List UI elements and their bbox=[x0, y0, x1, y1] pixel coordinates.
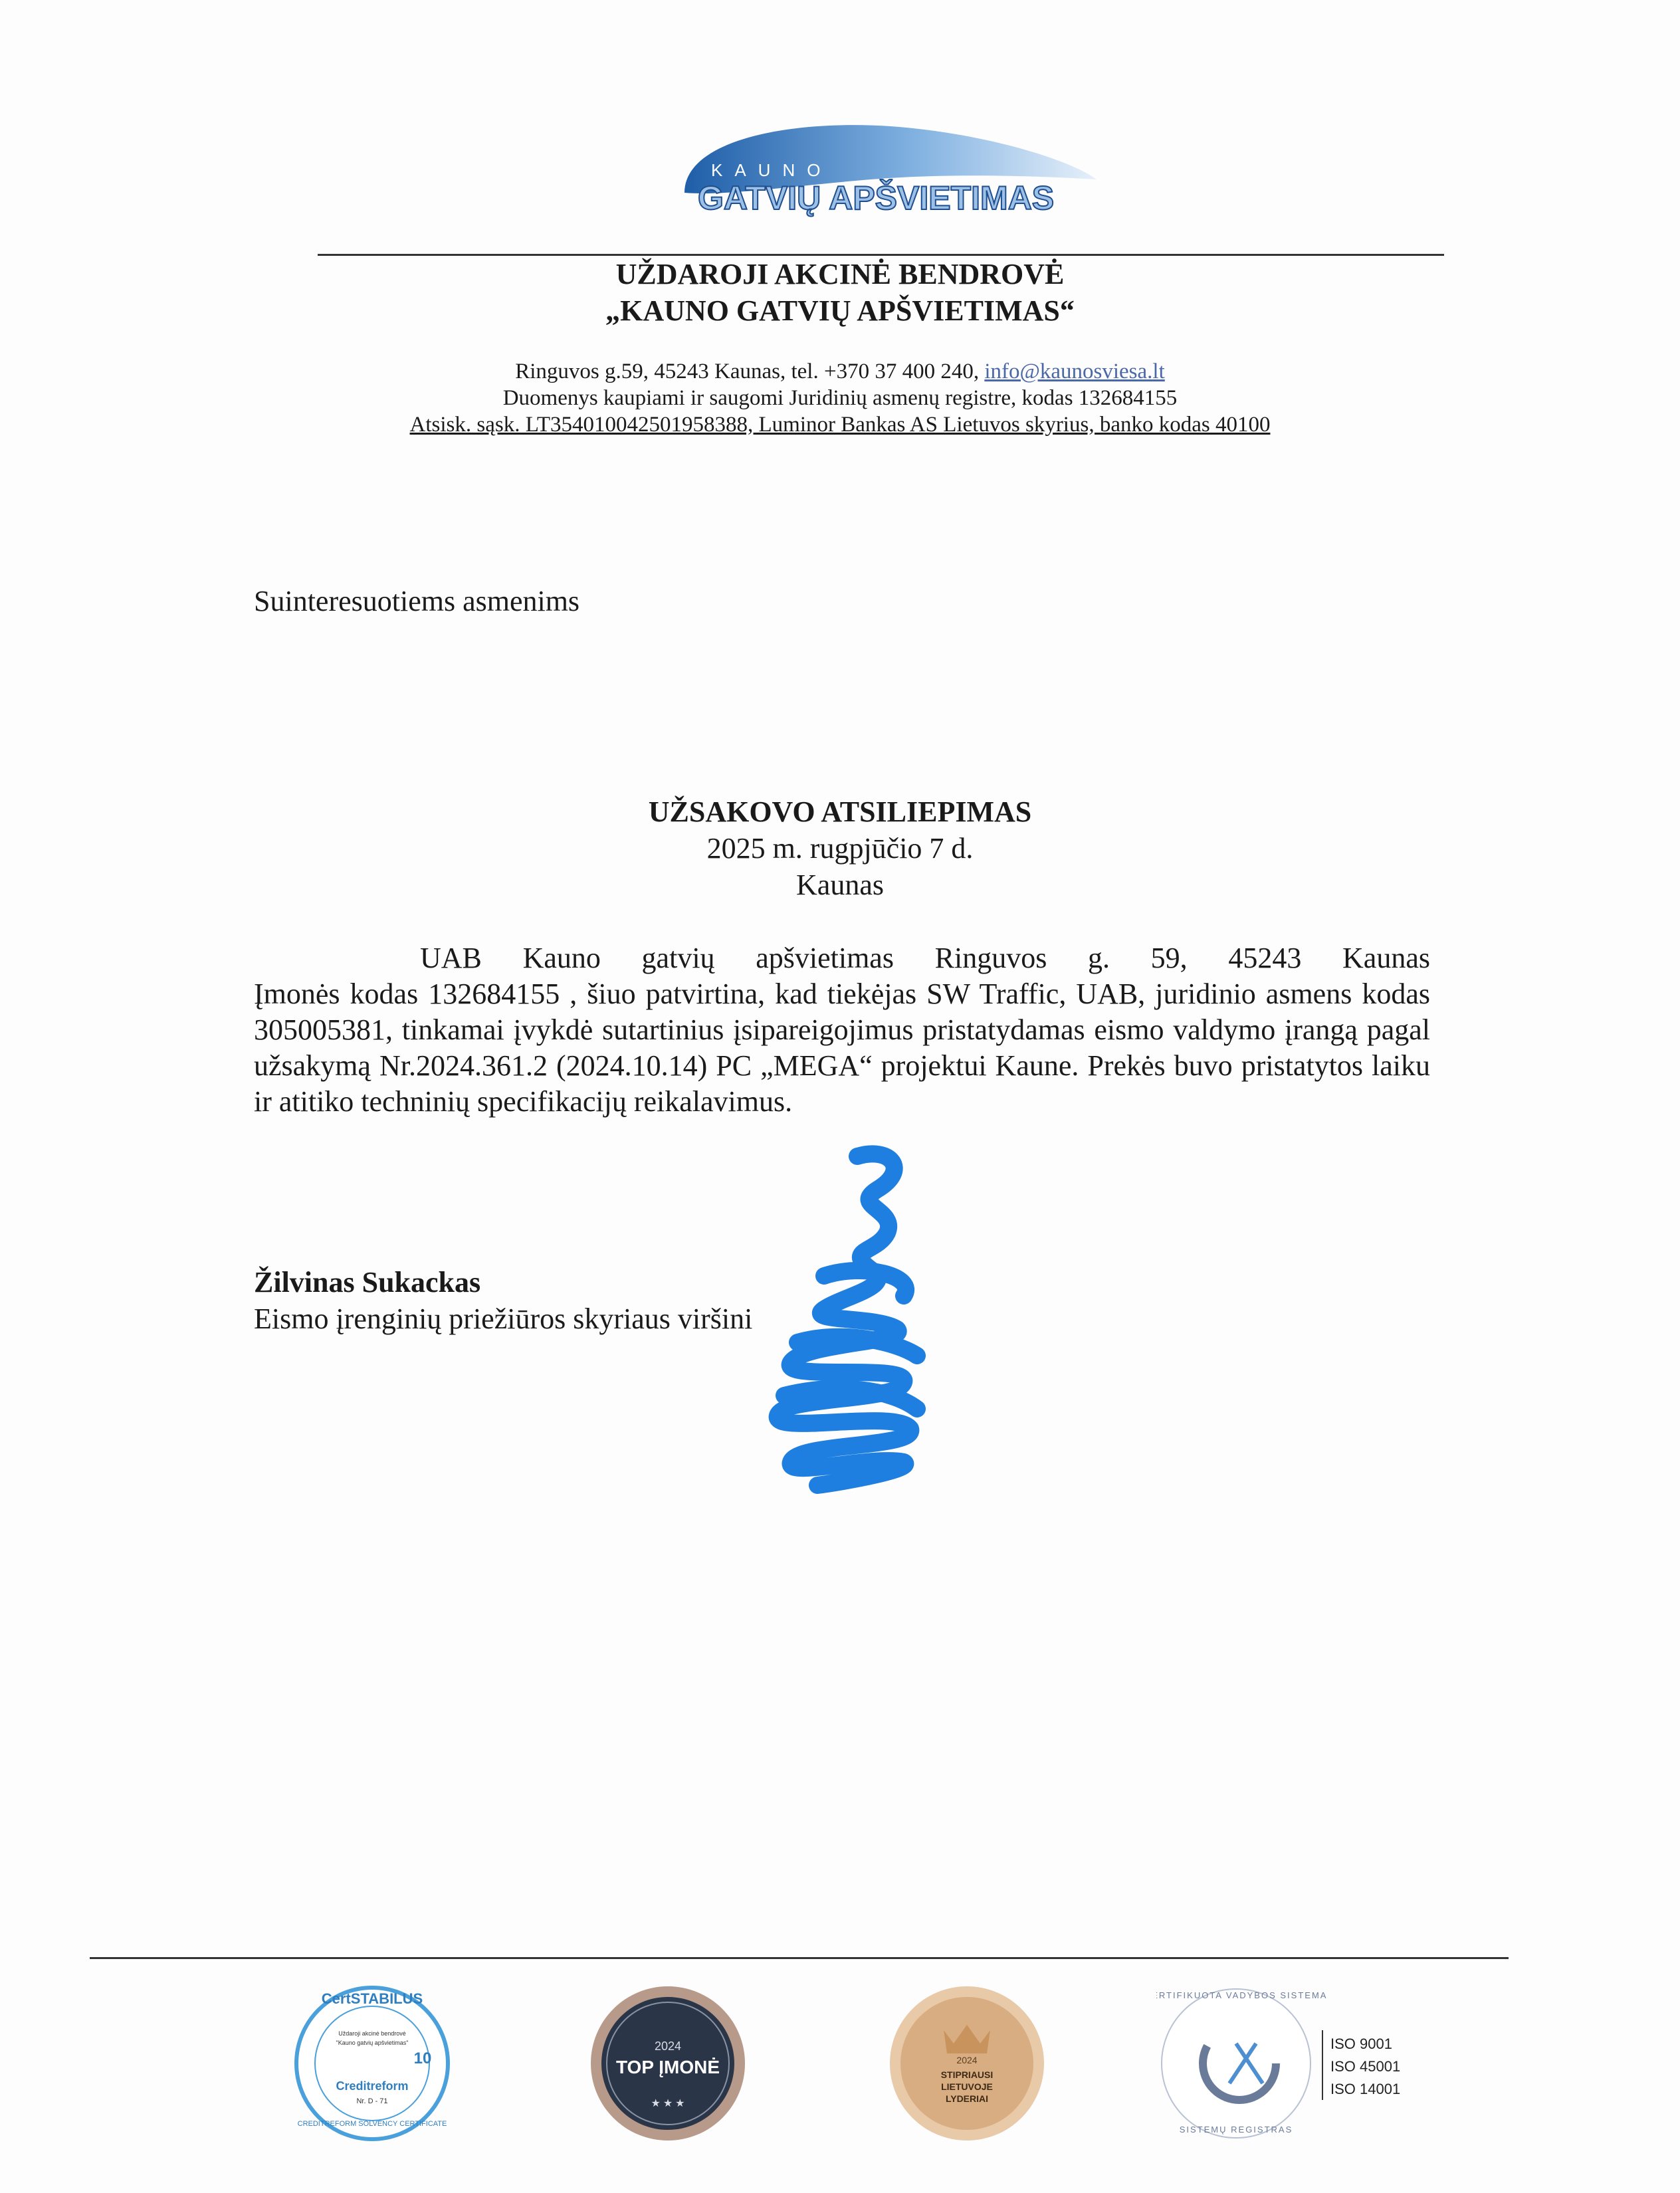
body-line: 305005381, tinkamai įvykdė sutartinius įsipareigojimus pristatydamas eismo valdymo įrangą pagal bbox=[254, 1013, 1430, 1046]
logo-graphic bbox=[671, 113, 1103, 226]
creditreform-company: "Kauno gatvių apšvietimas" bbox=[336, 2039, 409, 2046]
address-text: Ringuvos g.59, 45243 Kaunas, tel. +370 37 400 240, bbox=[515, 360, 985, 383]
company-logo bbox=[671, 113, 1103, 226]
body-line: Įmonės kodas 132684155 , šiuo patvirtina, kad tiekėjas SW Traffic, UAB, juridinio asmens kodas bbox=[254, 978, 1430, 1010]
creditreform-badge bbox=[292, 1984, 452, 2143]
certification-badges bbox=[253, 1984, 1449, 2156]
footer-divider bbox=[90, 1957, 1509, 1959]
creditreform-nr: Nr. D - 71 bbox=[356, 2097, 388, 2105]
iso-45001: ISO 45001 bbox=[1330, 2058, 1401, 2075]
body-line: užsakymą Nr.2024.361.2 (2024.10.14) PC „MEGA“ projektui Kaune. Prekės buvo pristatytos laiku bbox=[254, 1049, 1430, 1082]
creditreform-small: Uždaroji akcinė bendrovė bbox=[338, 2030, 406, 2037]
signatory-position: Eismo įrenginių priežiūros skyriaus viršini bbox=[254, 1303, 753, 1335]
bank-text: Atsisk. sąsk. LT354010042501958388, Luminor Bankas AS Lietuvos skyrius, banko kodas 40100 bbox=[409, 413, 1271, 437]
body-line: UAB Kauno gatvių apšvietimas Ringuvos g. 59, 45243 Kaunas bbox=[420, 942, 1430, 974]
stipriausi-year: 2024 bbox=[956, 2055, 978, 2065]
top-imone-label: TOP ĮMONĖ bbox=[615, 2057, 720, 2077]
stipriausi-badge bbox=[887, 1984, 1047, 2143]
redacted-signature bbox=[744, 1143, 964, 1495]
sistemu-registras-badge bbox=[1156, 1984, 1449, 2143]
company-name: „KAUNO GATVIŲ APŠVIETIMAS“ bbox=[605, 294, 1075, 327]
stipriausi-line3: LYDERIAI bbox=[945, 2093, 989, 2104]
document-place: Kaunas bbox=[796, 869, 884, 901]
company-address bbox=[0, 358, 1680, 385]
signatory-name: Žilvinas Sukackas bbox=[254, 1266, 481, 1299]
logo-main-text: GATVIŲ APŠVIETIMAS bbox=[698, 179, 1055, 217]
stipriausi-line1: STIPRIAUSI bbox=[940, 2069, 994, 2080]
email-link[interactable]: info@kaunosviesa.lt bbox=[984, 360, 1165, 383]
company-type: UŽDAROJI AKCINĖ BENDROVĖ bbox=[615, 258, 1065, 290]
top-imone-year: 2024 bbox=[654, 2039, 682, 2053]
body-line: ir atitiko techninių specifikacijų reikalavimus. bbox=[254, 1085, 793, 1118]
stars-icon: ★ ★ ★ bbox=[651, 2098, 685, 2109]
logo-small-text: KAUNO bbox=[711, 160, 833, 180]
document-body bbox=[254, 940, 1430, 1120]
iso-9001: ISO 9001 bbox=[1330, 2036, 1392, 2052]
creditreform-years: 10 bbox=[413, 2049, 432, 2067]
creditreform-brand: Creditreform bbox=[336, 2079, 409, 2093]
top-imone-badge bbox=[588, 1984, 748, 2143]
recipient: Suinteresuotiems asmenims bbox=[254, 585, 580, 617]
company-registry: Duomenys kaupiami ir saugomi Juridinių asmenų registre, kodas 132684155 bbox=[502, 386, 1178, 410]
creditreform-cert-text: CertSTABILUS bbox=[321, 1990, 423, 2007]
document-date: 2025 m. rugpjūčio 7 d. bbox=[706, 832, 974, 865]
sistemu-ring-top: SERTIFIKUOTA VADYBOS SISTEMA bbox=[1156, 1990, 1328, 2000]
company-bank bbox=[0, 411, 1680, 439]
document-title: UŽSAKOVO ATSILIEPIMAS bbox=[648, 795, 1032, 828]
stipriausi-line2: LIETUVOJE bbox=[941, 2081, 993, 2092]
creditreform-ring-text: CREDITREFORM SOLVENCY CERTIFICATE bbox=[297, 2120, 447, 2128]
sistemu-ring-bottom: SISTEMŲ REGISTRAS bbox=[1179, 2125, 1293, 2135]
iso-14001: ISO 14001 bbox=[1330, 2081, 1401, 2097]
